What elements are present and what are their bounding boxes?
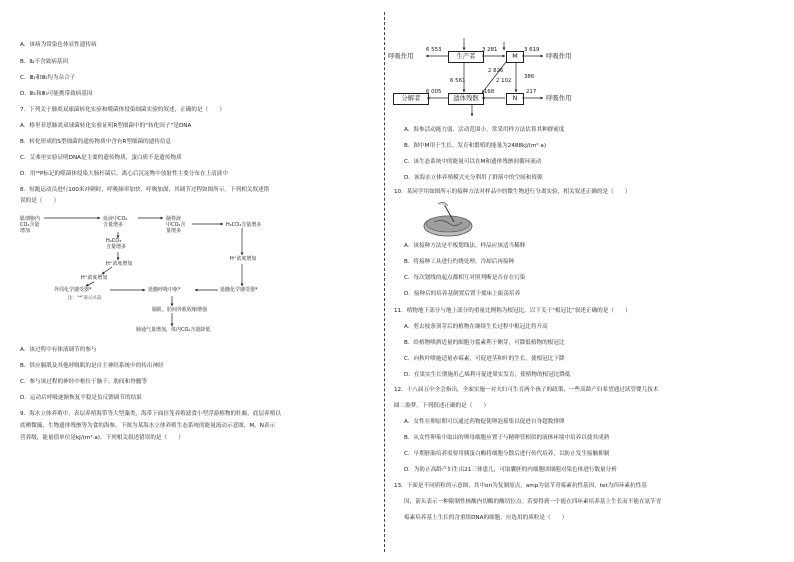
q8-option-c: C．参与该过程的神经中枢位于脑干、肋间和脊髓等 — [20, 379, 147, 385]
value-6561: 6 561 — [450, 78, 466, 84]
q13-line-1: 13．下面是不同质粒的示意图，其中ori为复制原点，amp为氨苄青霉素抗性基因，tet为四环素抗性基 — [394, 483, 647, 489]
q13-line-2: 因，箭头表示一种限制性核酸内切酶的酶切位点。若要得到一个能在四环素培养基上生长而不能在氨苄青 — [404, 499, 662, 505]
q12-option-c: C．早期胚胎培养需要用胰蛋白酶将细胞分散后进行传代培养，以防止发生接触抑制 — [404, 451, 610, 457]
flow-text: CO₂含量 — [20, 222, 40, 228]
flow-text: H₂CO₃ — [106, 238, 122, 244]
flow-text: 量增多 — [166, 228, 182, 234]
q11-option-b: B．给植物喷洒适量的细胞分裂素利于侧芽，可降低植物的根冠比 — [404, 340, 565, 346]
q6-option-c: C．Ⅲ₂和Ⅲ₃均为杂合子 — [20, 75, 76, 81]
q11-stem: 11．植物地下部分与地上部分的重量比例称为根冠比。以下关于“根冠比”叙述正确的是（ ） — [394, 308, 631, 314]
respiration-label-1: 呼吸作用 — [388, 52, 414, 60]
q9-option-c: C．该生态系统中的能量可以在M和遗体残骸间循环流动 — [404, 159, 542, 165]
q7-option-c: C．艾弗里实验证明DNA是主要的遗传物质，蛋白质不是遗传物质 — [20, 155, 182, 161]
flow-node-blood-h: H⁺浓度增加 — [106, 261, 133, 267]
q10-option-c: C．每次划线的起点都相互对照判断是否存在污染 — [404, 275, 526, 281]
q7-option-a: A．格里菲思肺炎双球菌转化实验证明R型细菌中的“转化因子”是DNA — [20, 123, 192, 129]
flow-node-csf-h2co3: H₂CO₃含量增多 — [226, 222, 262, 228]
value-168: 168 — [484, 89, 495, 95]
flow-node-csf-h: H⁺浓度增加 — [230, 256, 257, 262]
petri-dish-illustration — [420, 200, 476, 240]
flow-node-muscle-contraction: 膈肌、肋间外肌收缩增强 — [152, 307, 208, 313]
q11-option-a: A．剪去枝条顶芽后的植物在继续生长过程中根冠比将升高 — [404, 324, 548, 330]
q8-stem-line-1: 8．短跑运动员进行100米冲刺时，呼吸频率加快、呼吸加深，其调节过程如图所示。下列相关叙述错 — [20, 187, 270, 193]
producer-box: 生产者 — [448, 51, 484, 63]
remains-box: 遗体残骸 — [448, 93, 484, 105]
flow-text: 肌细胞内 — [20, 216, 41, 222]
value-6553: 6 553 — [426, 47, 442, 53]
value-3619: 3 619 — [524, 47, 540, 53]
q10-stem: 10．某同学用如图所示的接种方法对样品中的微生物进行分离实验，相关叙述正确的是（ ） — [394, 189, 631, 195]
flow-text: 中CO₂含 — [166, 222, 186, 228]
q6-option-a: A．该病为常染色体显性遗传病 — [20, 42, 97, 48]
m-box: M — [506, 51, 524, 63]
flow-node-h-2: H⁺浓度增加 — [81, 275, 108, 281]
q10-option-a: A．该接种方法是平板划线法，样品应该适当稀释 — [404, 243, 526, 249]
q7-stem: 7．下列关于肺炎双球菌转化实验和噬菌体侵染细菌实验的叙述，正确的是（ ） — [20, 107, 225, 113]
flow-note: 注：“*”表示兴奋 — [68, 296, 102, 301]
q11-option-c: C．向秋叶喷施适量赤霉素，可促进茎和叶的生长，使根冠比下降 — [404, 356, 565, 362]
flow-node-central-receptor: 延髓化学感受器* — [220, 287, 258, 293]
flow-node-respiratory-center: 延髓呼吸中枢* — [148, 287, 181, 293]
q9-option-d: D．该海水立体养殖模式充分利用了群落中的空间和资源 — [404, 175, 543, 181]
q6-option-d: D．Ⅲ₁和Ⅲ₃可能携带致病基因 — [20, 91, 93, 97]
q9-line-1: 9．海水立体养殖中，表层养殖海带等大型藻类，海带下面挂笼养殖滤食小型浮游植物的牡蛎，底层养殖以 — [20, 411, 281, 417]
flow-node-ventilation: 肺通气量增加，体内CO₂含量降低 — [136, 327, 211, 333]
value-2102: 2 102 — [496, 78, 512, 84]
flow-node-peripheral-receptor: 外周化学感受器* — [54, 287, 92, 293]
q8-option-d: D．运动后呼吸逐渐恢复平稳是负反馈调节的结果 — [20, 395, 142, 401]
q9-line-3: 营养级，能量值单位是kJ/(m²·a)。下列相关叙述错误的是（ ） — [20, 435, 184, 441]
energy-flow-arrows — [386, 36, 586, 126]
respiration-label-3: 呼吸作用 — [546, 94, 572, 102]
q12-option-d: D．为防止高龄产妇生出21三体患儿，可取囊胚的内细胞团细胞对染色体进行数量分析 — [404, 467, 617, 473]
value-6005: 6 005 — [426, 89, 442, 95]
q12-stem-line-2: 圆二胎梦。下列叙述正确的是（ ） — [394, 403, 490, 409]
q8-stem-line-2: 误的是（ ） — [20, 198, 60, 204]
q9-option-a: A．海参活动能力弱、活动范围小，常采用样方法估算其种群密度 — [404, 127, 565, 133]
n-box: N — [506, 93, 524, 105]
value-2826: 2 826 — [488, 68, 504, 74]
q8-option-a: A．该过程中有体液调节的参与 — [20, 347, 97, 353]
value-3281: 3 281 — [482, 47, 498, 53]
q10-option-b: B．将接种工具进行灼烧处理，冷却后再接种 — [404, 259, 515, 265]
q7-option-b: B．转化形成的S型细菌的遗传物质中含有R型细菌的遗传信息 — [20, 139, 172, 145]
flow-text: 血液中CO₂ — [103, 216, 128, 222]
column-divider — [384, 12, 385, 552]
q12-stem-line-1: 12．十八届五中全会指出，全面实施一对夫妇可生育两个孩子的政策，一些高龄产妇希望通过试管婴儿技术 — [394, 387, 659, 393]
q8-option-b: B．供应膈肌及其他呼吸肌的是自主神经系统中的传出神经 — [20, 363, 164, 369]
q13-line-3: 霉素培养基上生长的含重组DNA的细胞，应选用的质粒是（ ） — [404, 515, 568, 521]
q12-option-b: B．从女性卵巢中取出的卵母细胞应置于与精卵管相似的液体环境中培养以使其成熟 — [404, 435, 610, 441]
flow-text: 脑脊液 — [166, 216, 182, 222]
q6-option-b: B．Ⅱ₂不含致病基因 — [20, 59, 68, 65]
q9-option-b: B．图中M用于生长、发育和繁殖的能量为2488kJ/(m²·a) — [404, 143, 547, 149]
respiration-label-2: 呼吸作用 — [546, 52, 572, 60]
q9-line-2: 底栖微藻、生物遗体残骸等为食的海参。下图为某海水立体养殖生态系统的能量流动示意图，M、N表示 — [20, 423, 276, 429]
decomposer-box: 分解者 — [393, 93, 429, 105]
q10-option-d: D．接种后的培养基倒置后置于摇床上振荡培养 — [404, 291, 521, 297]
flow-text: 含量增多 — [106, 244, 127, 250]
q12-option-a: A．女性在卵原期可以通过药物促使卵泡募集以促进自身超数排卵 — [404, 419, 565, 425]
q11-option-d: D．在果实生长期施用乙烯利可促进果实发育，使植物的根冠比降低 — [404, 372, 571, 378]
value-386: 386 — [524, 74, 535, 80]
q7-option-d: D．用³²P标记的噬菌体侵染大肠杆菌后，离心后沉淀物中放射性主要分布在上清液中 — [20, 171, 228, 177]
value-217: 217 — [526, 89, 537, 95]
flow-text: 增加 — [20, 228, 31, 234]
flow-text: 含量增多 — [103, 222, 124, 228]
